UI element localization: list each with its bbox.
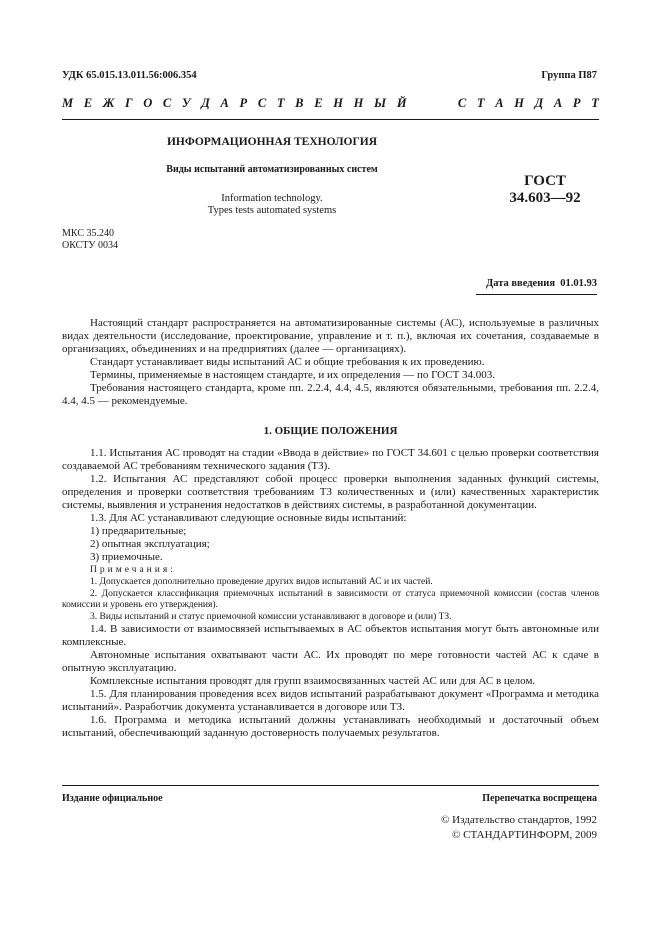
reprint-prohibited-label: Перепечатка воспрещена [482, 793, 597, 804]
okstu-code: ОКСТУ 0034 [62, 240, 119, 251]
group-code: Группа П87 [541, 70, 597, 81]
intro-paragraph: Термины, применяемые в настоящем стандарте, и их определения — по ГОСТ 34.003. [90, 369, 496, 381]
clause-1-2: 1.2. Испытания АС представляют собой процесс проверки выполнения заданных функций системы, определения и проверки соответствия требованиям ТЗ количественных и (или) качественных характеристик системы, выявления и устранения недостатков в действиях системы, в разработанной документации. [62, 473, 599, 511]
udk-code: УДК 65.015.13.011.56:006.354 [62, 70, 197, 81]
copyright-line: © СТАНДАРТИНФОРМ, 2009 [452, 829, 597, 841]
banner-letter: У [181, 96, 191, 110]
intro-paragraph: Настоящий стандарт распространяется на автоматизированные системы (АС), используемые в различных видах деятельности (исследование, проектирование, управление и т. п.), включая их сочетания, создаваемые в организациях, объединениях и на предприятиях (далее — организациях). [62, 317, 599, 355]
clause-1-3: 1.3. Для АС устанавливают следующие основные виды испытаний: [90, 512, 407, 524]
copyright-line: © Издательство стандартов, 1992 [441, 814, 597, 826]
note-item: 2. Допускается классификация приемочных испытаний в зависимости от статуса приемочной комиссии (состав членов комиссии и уровень его утверждения). [62, 588, 599, 610]
banner-letter: С [457, 96, 467, 110]
gost-number: 34.603—92 [509, 190, 581, 206]
intro-paragraph: Требования настоящего стандарта, кроме пп. 2.2.4, 4.4, 4.5, являются обязательными, требования пп. 2.2.4, 4.4, 4.5 — рекомендуемые. [62, 382, 599, 407]
banner-letter: Т [591, 96, 599, 110]
banner-letter: А [495, 96, 504, 110]
list-item: 1) предварительные; [90, 525, 187, 537]
banner-letter: Н [333, 96, 343, 110]
document-subtitle: Виды испытаний автоматизированных систем [166, 164, 378, 175]
banner-letter: Д [534, 96, 544, 110]
banner-letter: С [257, 96, 267, 110]
clause-1-4-autonomous: Автономные испытания охватывают части АС. Их проводят по мере готовности частей АС к сдаче в опытную эксплуатацию. [62, 649, 599, 674]
banner-letter: Й [396, 96, 407, 110]
effective-date-value: 01.01.93 [560, 278, 597, 289]
english-title [62, 193, 482, 217]
banner-letter: С [162, 96, 172, 110]
official-edition-label: Издание официальное [62, 793, 163, 804]
interstate-standard-banner [62, 96, 599, 111]
english-title-line: Information technology. [221, 193, 323, 204]
note-item: 1. Допускается дополнительно проведение других видов испытаний АС и их частей. [90, 577, 433, 587]
date-underline [476, 294, 597, 295]
note-item: 3. Виды испытаний и статус приемочной комиссии устанавливают в договоре и (или) ТЗ. [90, 611, 452, 622]
section-body [62, 447, 599, 740]
banner-letter: Т [476, 96, 485, 110]
notes-heading: Примечания: [90, 565, 176, 575]
gost-designation [470, 173, 620, 207]
list-item: 2) опытная эксплуатация; [90, 538, 210, 550]
banner-letter: Т [276, 96, 285, 110]
footer-divider [62, 785, 599, 786]
banner-gap [417, 96, 447, 111]
banner-letter: А [553, 96, 563, 110]
banner-letter: Р [572, 96, 581, 110]
banner-letter: О [143, 96, 153, 110]
banner-letter: Е [314, 96, 323, 110]
clause-1-4: 1.4. В зависимости от взаимосвязей испытываемых в АС объектов испытания могут быть автономные или комплексные. [62, 623, 599, 648]
intro-paragraph: Стандарт устанавливает виды испытаний АС и общие требования к их проведению. [90, 356, 485, 368]
header-divider [62, 119, 599, 120]
banner-letter: Ы [374, 96, 387, 110]
banner-letter: Н [514, 96, 524, 110]
banner-letter: Н [353, 96, 364, 110]
clause-1-5: 1.5. Для планирования проведения всех видов испытаний разрабатывают документ «Программа и методика испытаний». Разработчик документа устанавливается в договоре или ТЗ. [62, 688, 599, 713]
copyright-block [441, 813, 597, 843]
effective-date [486, 278, 597, 289]
banner-letter: В [295, 96, 304, 110]
effective-date-label: Дата введения [486, 278, 555, 289]
banner-letter: А [220, 96, 229, 110]
mks-code: МКС 35.240 [62, 228, 114, 239]
classification-codes [62, 228, 118, 252]
list-item: 3) приемочные. [90, 551, 163, 563]
clause-1-1: 1.1. Испытания АС проводят на стадии «Ввода в действие» по ГОСТ 34.601 с целью проверки соответствия создаваемой АС требованиям технического задания (ТЗ). [62, 447, 599, 472]
english-title-line: Types tests automated systems [207, 205, 337, 216]
section-heading: 1. ОБЩИЕ ПОЛОЖЕНИЯ [263, 425, 398, 437]
banner-letter: Р [239, 96, 248, 110]
banner-letter: Д [201, 96, 210, 110]
document-title: ИНФОРМАЦИОННАЯ ТЕХНОЛОГИЯ [166, 136, 378, 148]
introduction [62, 317, 599, 408]
banner-letter: Ж [102, 96, 115, 110]
banner-letter: Е [83, 96, 93, 110]
gost-label: ГОСТ [524, 173, 566, 189]
clause-1-6: 1.6. Программа и методика испытаний должны устанавливать необходимый и достаточный объем испытаний, обеспечивающий заданную достоверность получаемых результатов. [62, 714, 599, 739]
banner-letter: Г [124, 96, 133, 110]
clause-1-4-complex: Комплексные испытания проводят для групп взаимосвязанных частей АС или для АС в целом. [90, 675, 536, 687]
banner-letter: М [62, 96, 74, 110]
